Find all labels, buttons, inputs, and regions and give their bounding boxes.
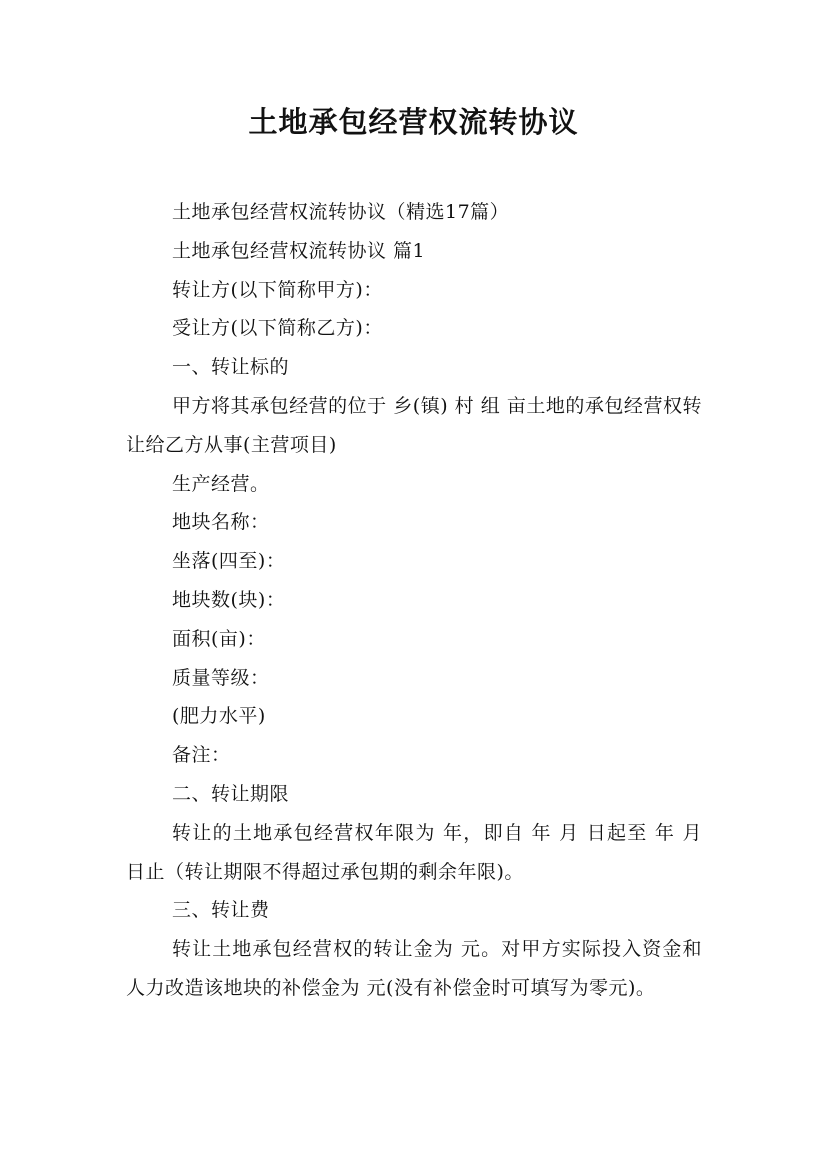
paragraph-transferor: 转让方(以下简称甲方)：: [172, 278, 383, 301]
paragraph-production: 生产经营。: [172, 472, 270, 495]
field-location-boundaries: 坐落(四至)：: [172, 550, 286, 573]
paragraph-heading-article-1: 土地承包经营权流转协议 篇1: [172, 239, 426, 262]
paragraph-subject-detail: 甲方将其承包经营的位于 乡(镇) 村 组 亩土地的承包经营权转让给乙方从事(主营项目): [126, 394, 702, 456]
paragraph-fee-detail: 转让土地承包经营权的转让金为 元。对甲方实际投入资金和人力改造该地块的补偿金为 元(没有补偿金时可填写为零元)。: [126, 938, 702, 999]
paragraph-transferee: 受让方(以下简称乙方)：: [172, 317, 383, 340]
field-remarks: 备注：: [172, 744, 231, 767]
section-heading-subject: 一、转让标的: [172, 356, 290, 379]
paragraph-term-detail: 转让的土地承包经营权年限为 年，即自 年 月 日起至 年 月 日止（转让期限不得超过承包期的剩余年限)。: [126, 821, 702, 883]
paragraph-heading-collection: 土地承包经营权流转协议（精选17篇）: [172, 201, 510, 223]
field-plot-name: 地块名称：: [172, 511, 270, 534]
section-heading-term: 二、转让期限: [172, 782, 290, 805]
field-area: 面积(亩)：: [172, 627, 266, 650]
document-body: [126, 193, 702, 1008]
field-quality-grade: 质量等级：: [172, 666, 270, 689]
document-title: 土地承包经营权流转协议: [248, 105, 579, 139]
section-heading-fee: 三、转让费: [172, 899, 270, 922]
field-fertility-level: (肥力水平): [172, 705, 266, 728]
field-plot-count: 地块数(块)：: [172, 588, 286, 611]
